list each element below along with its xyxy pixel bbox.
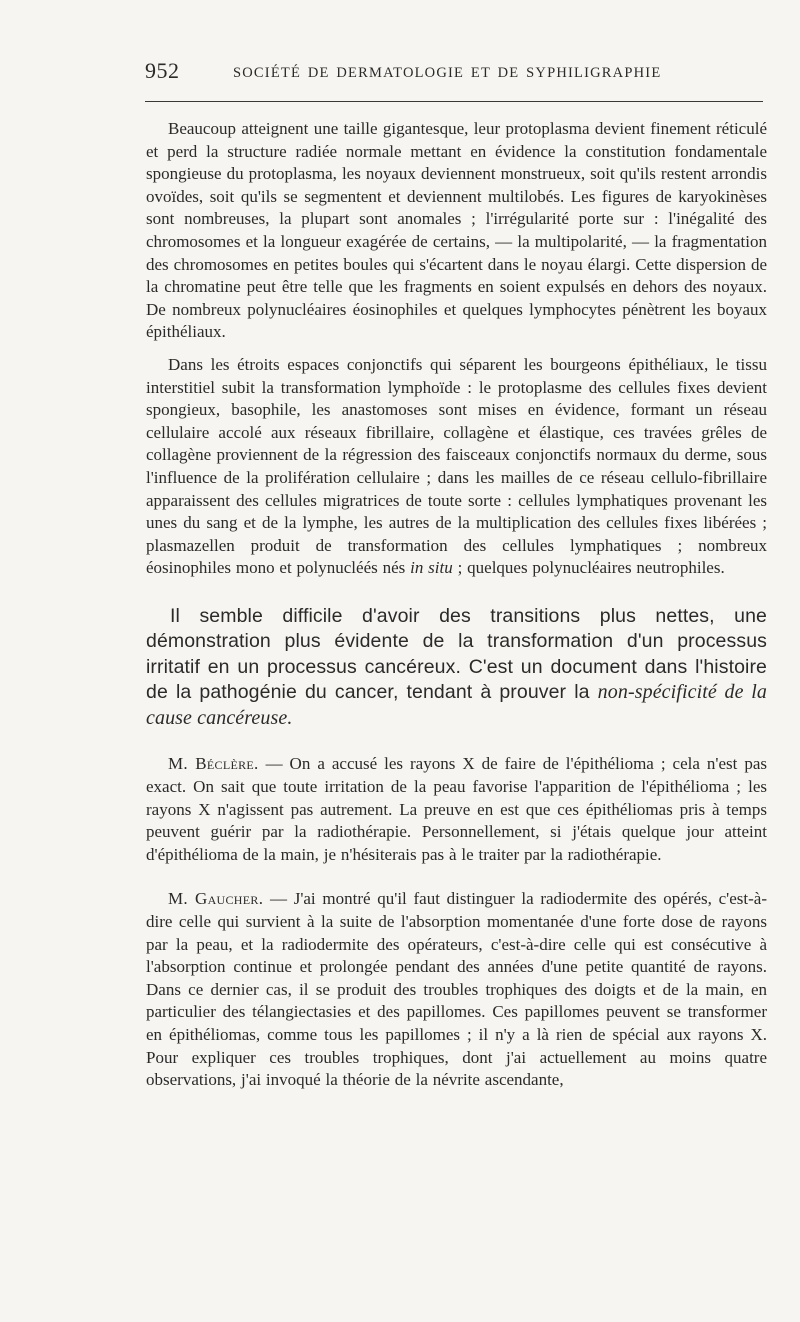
speaker-name: M. Béclère. (168, 754, 259, 774)
paragraph-text: ; quelques polynucléaires neutrophiles. (452, 558, 725, 578)
paragraph-connective-tissue (146, 354, 767, 580)
speaker-name: M. Gaucher. (168, 889, 264, 909)
header-rule (145, 101, 763, 102)
paragraph-text: Il semble difficile d'avoir des transitions plus nettes, une démonstration plus évidente de la transformation d'un processus irritatif en un processus cancéreux. C'est un document dans l'histoire de la pathogénie du cancer, tendant à prouver la (146, 604, 767, 704)
italic-term: in situ (410, 558, 453, 578)
paragraph-text: Dans les étroits espaces conjonctifs qui séparent les bourgeons épithéliaux, le tissu interstitiel subit la transformation lymphoïde : le protoplasme des cellules fixes devient spongieux, basophile, les anastomoses sont mises en évidence, formant un réseau cellulaire accolé aux réseaux fibrillaire, collagène et élastique, ces travées grêles de collagène proviennent de la régression des faisceaux conjonctifs normaux du derme, sous l'influence de la prolifération cellulaire ; dans les mailles de ce réseau cellulo-fibrillaire apparaissent des cellules migratrices de toute sorte : cellules lymphatiques provenant les unes du sang et de la lymphe, les autres de la multiplication des cellules fixes libérées ; plasmazellen produit de transformation des cellules lymphatiques ; nombreux éosinophiles mono et polynucléés nés (146, 354, 767, 578)
running-head (145, 58, 765, 98)
paragraph-text: — J'ai montré qu'il faut distinguer la radiodermite des opérés, c'est-à-dire celle qui survient à la suite de l'absorption momentanée d'une forte dose de rayons par la peau, et la radiodermite des opérateurs, c'est-à-dire celle qui est consécutive à l'absorption continue et prolongée pendant des années d'une petite quantité de rayons. Dans ce dernier cas, il se produit des troubles trophiques des doigts et de la main, en particulier des télangiectasies et des papillomes. Ces papillomes peuvent se transformer en épithéliomas, comme tous les papillomes ; il n'y a là rien de spécial aux rayons X. Pour expliquer ces troubles trophiques, dont j'ai actuellement au moins quatre observations, j'ai invoqué la théorie de la névrite ascendante, (146, 889, 768, 1090)
running-title: SOCIÉTÉ DE DERMATOLOGIE ET DE SYPHILIGRAPHIE (233, 65, 662, 81)
paragraph-text: — On a accusé les rayons X de faire de l'épithélioma ; cela n'est pas exact. On sait que toute irritation de la peau favorise l'apparition de l'épithélioma ; les rayons X n'agissent pas autrement. La preuve en est que ces épithéliomas pris à temps peuvent guérir par la radiothérapie. Personnellement, si j'étais quelque jour atteint d'épithélioma de la main, je n'hésiterais pas à le traiter par la radiothérapie. (146, 754, 767, 864)
paragraph-conclusion (146, 604, 767, 732)
paragraph-gaucher (146, 888, 767, 1091)
paragraph-beclere (146, 753, 767, 866)
body-text (146, 118, 767, 1092)
paragraph-karyokinesis (146, 118, 767, 344)
paragraph-text: Beaucoup atteignent une taille gigantesque, leur protoplasma devient finement réticulé et perd la structure radiée normale mettant en évidence la constitution fondamentale spongieuse du protoplasma, les noyaux deviennent monstrueux, soit qu'ils restent arrondis ovoïdes, soit qu'ils se segmentent et deviennent multilobés. Les figures de karyokinèses sont nombreuses, la plupart sont anomales ; l'irrégularité porte sur : l'inégalité des chromosomes et la longueur exagérée de certains, — la multipolarité, — la fragmentation des chromosomes en petites boules qui s'écartent dans le noyau élargi. Cette dispersion de la chromatine peut être telle que les fragments en soient expulsés en dehors des noyaux. De nombreux polynucléaires éosinophiles et quelques lymphocytes pénètrent les boyaux épithéliaux. (146, 119, 767, 342)
italic-emphasis: non-spécificité de la cause cancéreuse. (146, 681, 768, 729)
page-number: 952 (145, 58, 180, 83)
